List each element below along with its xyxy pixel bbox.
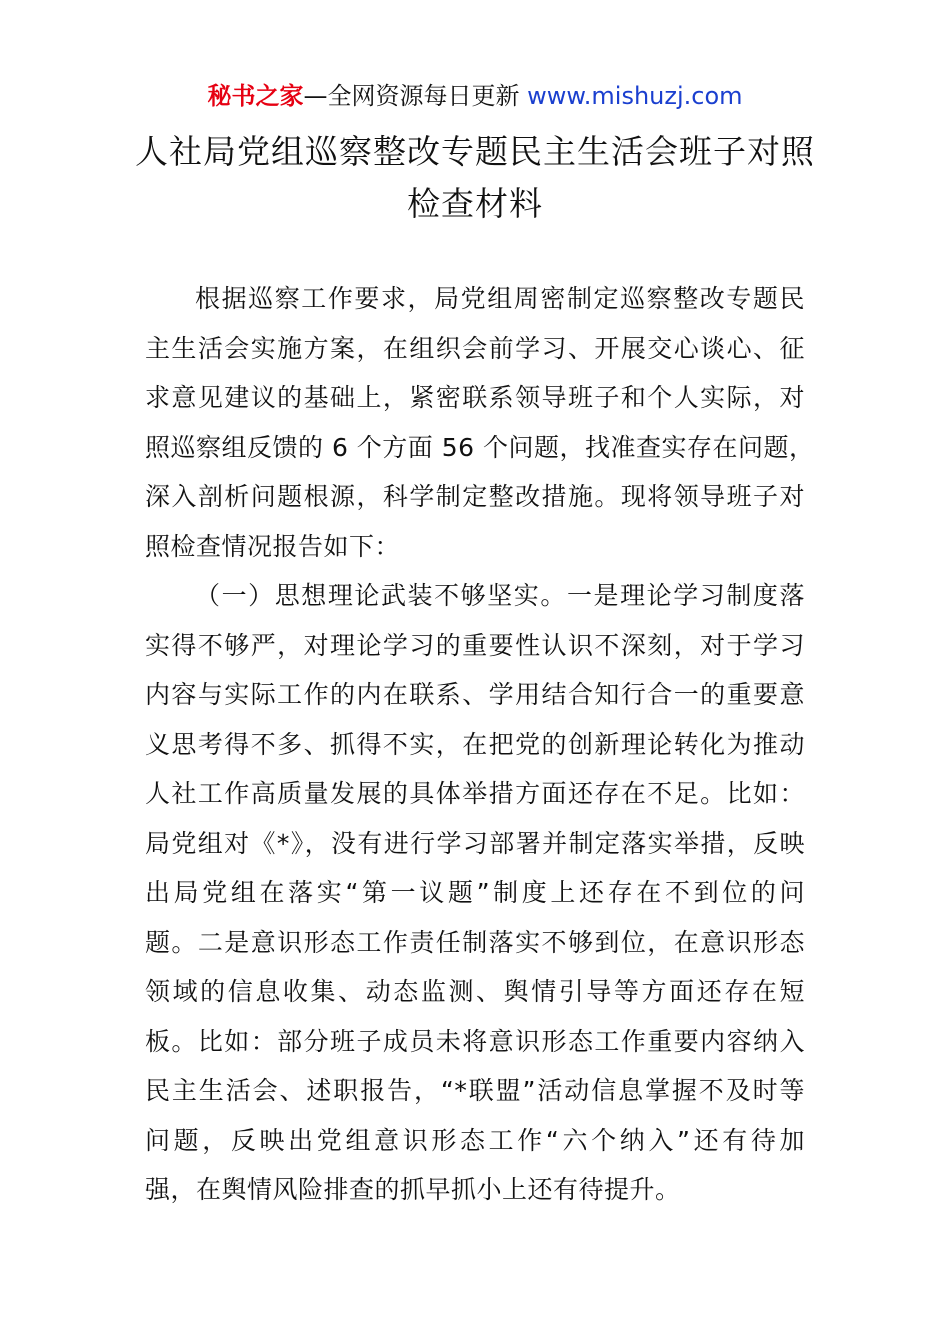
- document-title: [100, 126, 850, 230]
- paragraph-line: 人社工作高质量发展的具体举措方面还存在不足。比如：: [145, 779, 805, 808]
- title-line-1: 人社局党组巡察整改专题民主生活会班子对照: [135, 132, 815, 171]
- paragraph-line: 局党组对《*》，没有进行学习部署并制定落实举措，反映: [145, 828, 805, 858]
- paragraph-line: 强，在舆情风险排查的抓早抓小上还有待提升。: [145, 1175, 681, 1204]
- paragraph-line: 领域的信息收集、动态监测、舆情引导等方面还存在短: [145, 977, 805, 1006]
- paragraph-line: 照巡察组反馈的 6 个方面 56 个问题，找准查实存在问题，: [145, 432, 815, 462]
- paragraph-line: （一）思想理论武装不够坚实。一是理论学习制度落: [195, 581, 805, 610]
- title-line-2: 检查材料: [407, 184, 543, 223]
- paragraph-line: 求意见建议的基础上，紧密联系领导班子和个人实际，对: [145, 383, 805, 412]
- paragraph-line: 板。比如：部分班子成员未将意识形态工作重要内容纳入: [145, 1026, 805, 1056]
- header-tagline: —全网资源每日更新: [303, 82, 528, 110]
- paragraph-line: 深入剖析问题根源，科学制定整改措施。现将领导班子对: [145, 482, 805, 511]
- paragraph-line: 民主生活会、述职报告，“*联盟”活动信息掌握不及时等: [145, 1076, 805, 1105]
- paragraph-section-1: [145, 571, 805, 1215]
- paragraph-line: 题。二是意识形态工作责任制落实不够到位，在意识形态: [145, 927, 805, 957]
- header-url[interactable]: www.mishuzj.com: [527, 82, 743, 110]
- paragraph-line: 主生活会实施方案，在组织会前学习、开展交心谈心、征: [145, 333, 805, 363]
- site-header: [0, 80, 950, 112]
- paragraph-intro: [145, 274, 815, 571]
- paragraph-line: 出局党组在落实“第一议题”制度上还存在不到位的问: [145, 878, 805, 907]
- brand-name: 秘书之家: [207, 82, 304, 110]
- document-body: [145, 274, 815, 1215]
- paragraph-line: 实得不够严，对理论学习的重要性认识不深刻，对于学习: [145, 630, 805, 660]
- paragraph-line: 内容与实际工作的内在联系、学用结合知行合一的重要意: [145, 680, 805, 709]
- paragraph-line: 照检查情况报告如下：: [145, 531, 401, 561]
- paragraph-line: 义思考得不多、抓得不实，在把党的创新理论转化为推动: [145, 729, 805, 759]
- paragraph-line: 根据巡察工作要求，局党组周密制定巡察整改专题民: [195, 284, 805, 313]
- paragraph-line: 问题，反映出党组意识形态工作“六个纳入”还有待加: [145, 1125, 805, 1155]
